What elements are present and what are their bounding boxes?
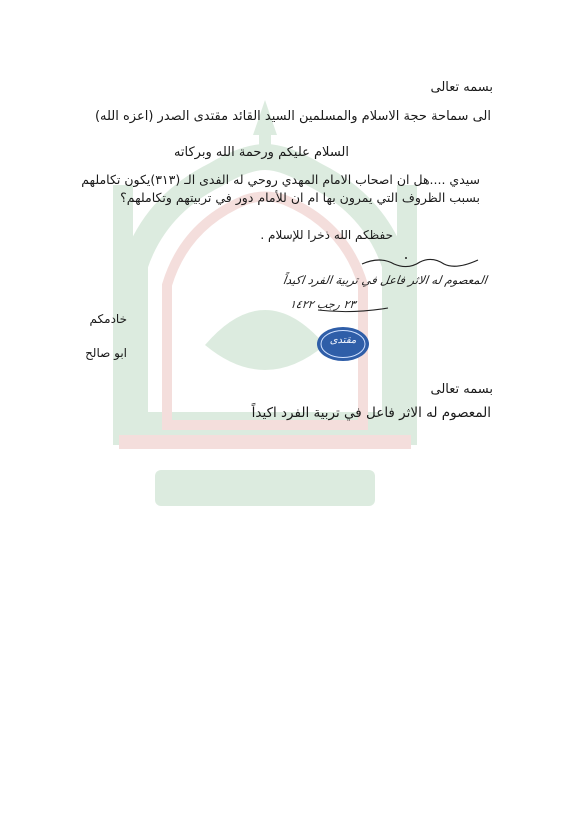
greeting-line: السلام عليكم ورحمة الله وبركاته: [173, 145, 349, 160]
closing-line: حفظكم الله ذخرا للإسلام .: [260, 228, 393, 242]
seal-text: مقتدى: [329, 335, 357, 346]
date-underline-mark: [316, 306, 390, 314]
handwritten-signature-mark: [360, 252, 480, 272]
question-line-2: بسبب الظروف التي يمرون بها ام ان للأمام دور في تربيتهم وتكاملهم؟: [120, 190, 480, 205]
handwritten-date: ٢٣ رجب ١٤٢٢: [288, 298, 356, 311]
sender-name: ابو صالح: [85, 346, 127, 360]
transcription-basmala: بسمه تعالى: [430, 382, 493, 397]
servant-signoff: خادمكم: [89, 312, 127, 326]
question-line-1: سيدي ....هل ان اصحاب الامام المهدي روحي له الفدى الـ (٣١٣)يكون تكاملهم: [81, 172, 480, 187]
addressee-line: الى سماحة حجة الاسلام والمسلمين السيد القائد مقتدى الصدر (اعزه الله): [94, 109, 491, 124]
basmala-heading: بسمه تعالى: [430, 80, 493, 95]
handwritten-answer: المعصوم له الاثر فاعل في تربية الفرد اكيداً: [282, 273, 488, 287]
transcription-answer: المعصوم له الاثر فاعل في تربية الفرد اكيداً: [251, 405, 491, 421]
